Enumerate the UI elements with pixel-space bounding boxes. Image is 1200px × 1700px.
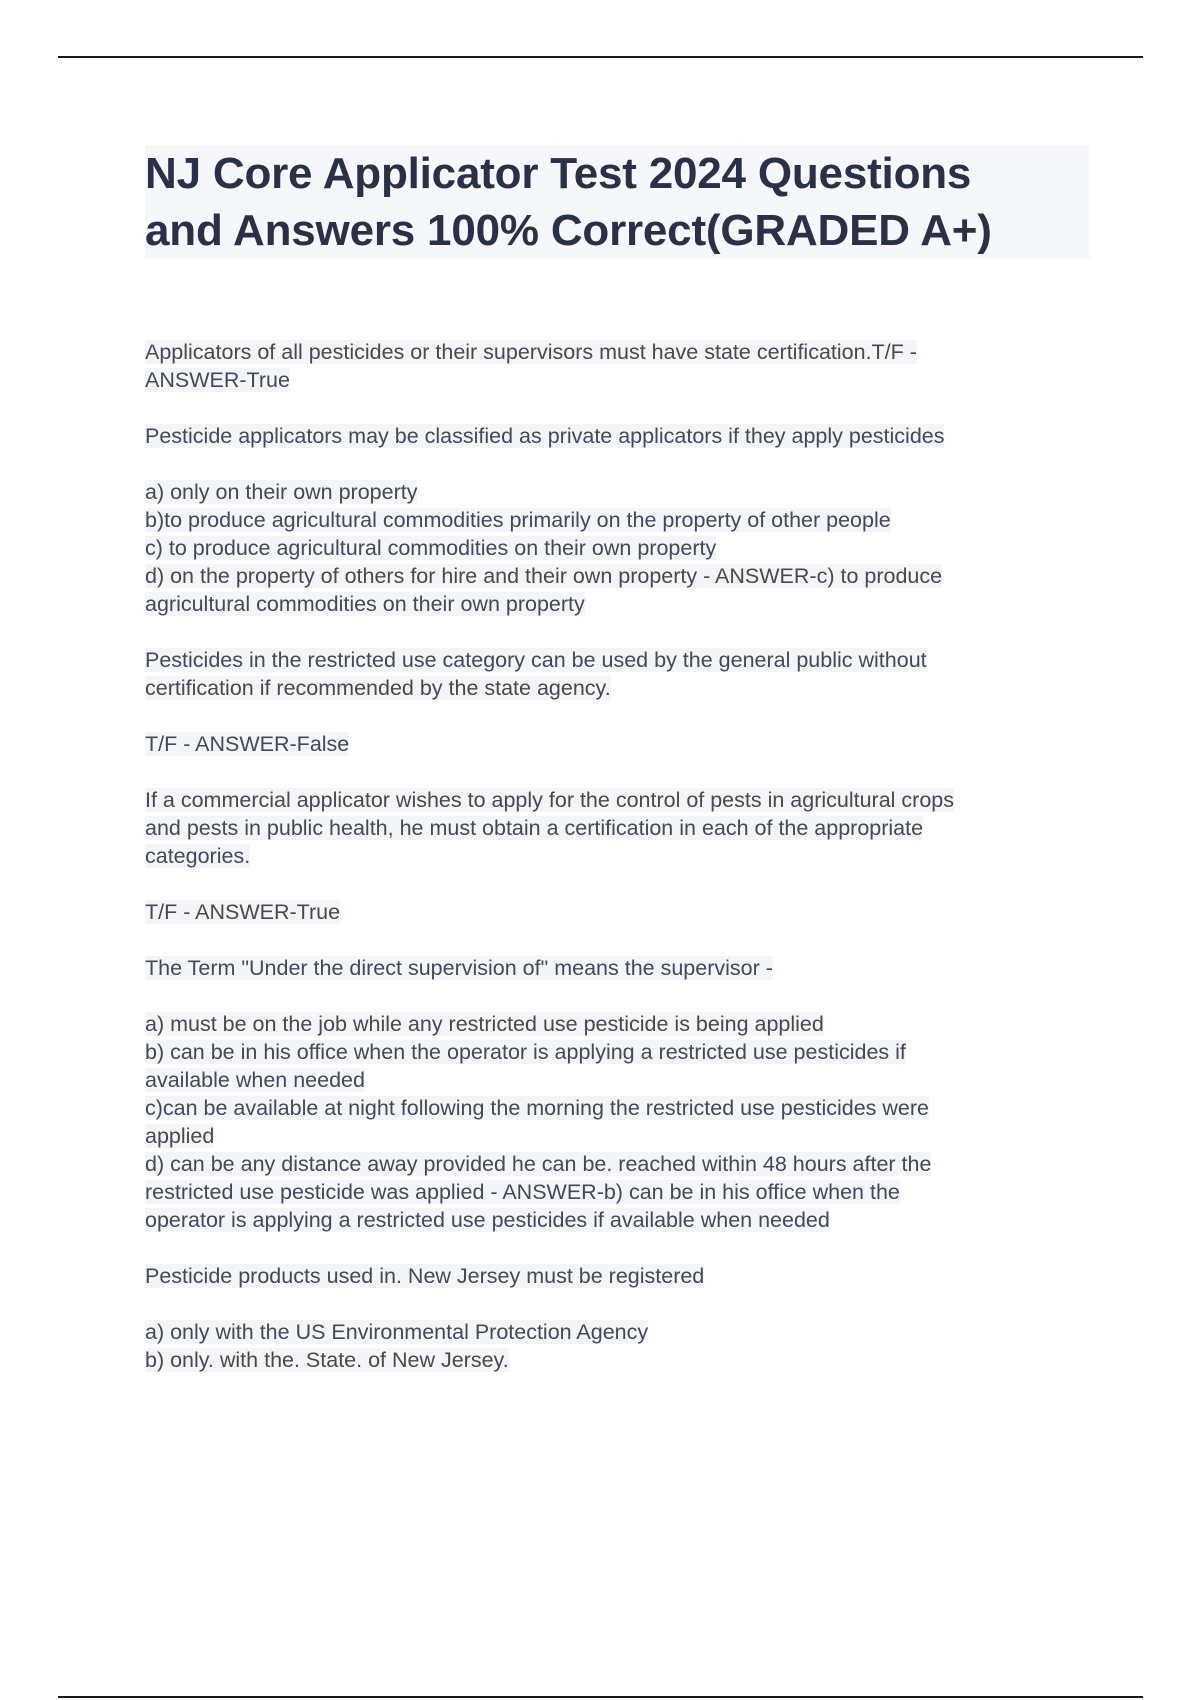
body-line: Applicators of all pesticides or their supervisors must have state certification.T/F - (145, 340, 917, 364)
body-line: b) only. with the. State. of New Jersey. (145, 1348, 509, 1372)
body-line: T/F - ANSWER-False (145, 732, 350, 756)
body-line: b)to produce agricultural commodities primarily on the property of other people (145, 508, 891, 532)
body-line: certification if recommended by the state agency. (145, 676, 611, 700)
body-line: If a commercial applicator wishes to apply for the control of pests in agricultural crops (145, 788, 955, 812)
body-line: operator is applying a restricted use pesticides if available when needed (145, 1208, 830, 1232)
body-line: and pests in public health, he must obtain a certification in each of the appropriate (145, 816, 924, 840)
body-line: categories. (145, 844, 251, 868)
title-line-2: and Answers 100% Correct(GRADED A+) (145, 206, 992, 255)
body-line: Pesticide applicators may be classified as private applicators if they apply pesticides (145, 424, 945, 448)
document-title (145, 145, 1090, 259)
body-line: d) can be any distance away provided he can be. reached within 48 hours after the (145, 1152, 932, 1176)
body-line: c) to produce agricultural commodities on their own property (145, 536, 717, 560)
body-line: d) on the property of others for hire and their own property - ANSWER-c) to produce (145, 564, 943, 588)
body-line: agricultural commodities on their own property (145, 592, 585, 616)
body-line: a) only on their own property (145, 480, 418, 504)
body-line: The Term "Under the direct supervision of" means the supervisor - (145, 956, 773, 980)
body-line: a) must be on the job while any restricted use pesticide is being applied (145, 1012, 824, 1036)
body-line: Pesticides in the restricted use category can be used by the general public without (145, 648, 927, 672)
body-line: T/F - ANSWER-True (145, 900, 341, 924)
body-line: a) only with the US Environmental Protection Agency (145, 1320, 649, 1344)
body-line: c)can be available at night following the morning the restricted use pesticides were (145, 1096, 929, 1120)
body-line: Pesticide products used in. New Jersey must be registered (145, 1264, 705, 1288)
body-line: applied (145, 1124, 215, 1148)
top-rule (58, 56, 1143, 58)
body-line: ANSWER-True (145, 368, 290, 392)
document-body (145, 338, 1065, 1374)
title-line-1: NJ Core Applicator Test 2024 Questions (145, 149, 972, 198)
bottom-rule (58, 1696, 1143, 1698)
body-line: available when needed (145, 1068, 365, 1092)
body-line: b) can be in his office when the operator is applying a restricted use pesticides if (145, 1040, 906, 1064)
body-line: restricted use pesticide was applied - ANSWER-b) can be in his office when the (145, 1180, 900, 1204)
